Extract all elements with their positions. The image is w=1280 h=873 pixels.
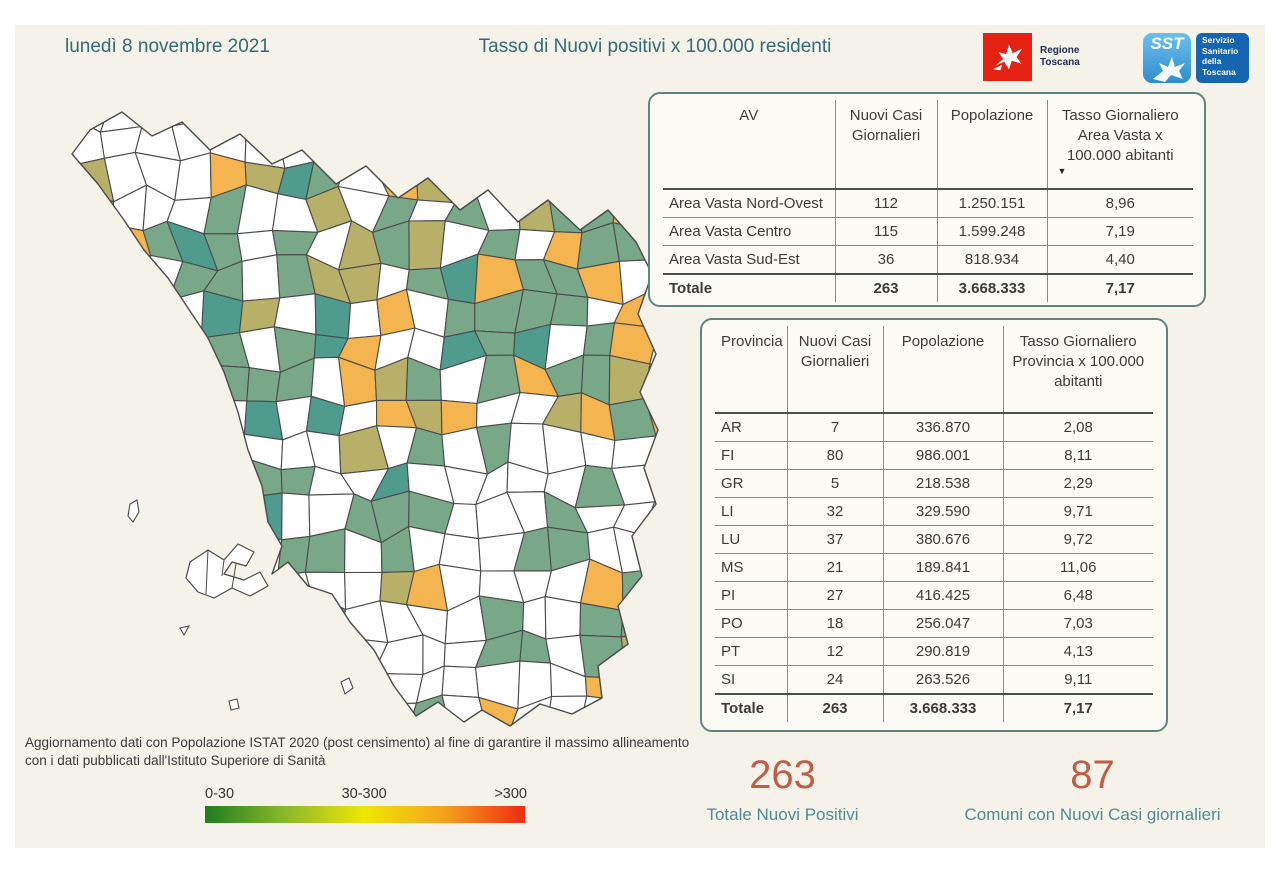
municipality-shape[interactable] (613, 676, 651, 700)
municipality-shape[interactable] (210, 95, 247, 119)
municipality-shape[interactable] (134, 424, 182, 473)
table-row[interactable] (715, 554, 1153, 582)
col-header-tasso[interactable]: Tasso Giornaliero Provincia x 100.000 abitanti (1003, 326, 1153, 413)
municipality-shape[interactable] (138, 396, 183, 434)
municipality-shape[interactable] (345, 123, 372, 162)
municipality-shape[interactable] (179, 667, 207, 704)
municipality-shape[interactable] (348, 300, 381, 339)
municipality-shape[interactable] (476, 119, 525, 163)
municipality-shape[interactable] (417, 153, 456, 202)
municipality-shape[interactable] (585, 677, 626, 700)
table-cell: 3.668.333 (883, 694, 1003, 722)
table-row[interactable] (663, 189, 1193, 218)
municipality-shape[interactable] (40, 223, 73, 268)
municipality-shape[interactable] (68, 424, 116, 463)
col-header-av[interactable]: AV (663, 100, 835, 189)
municipality-shape[interactable] (172, 427, 209, 461)
municipality-shape[interactable] (621, 604, 659, 637)
table-cell: Totale (715, 694, 787, 722)
municipality-shape[interactable] (40, 263, 73, 295)
regione-toscana-logo (983, 33, 1102, 81)
table-row[interactable] (663, 246, 1193, 275)
municipality-shape[interactable] (107, 323, 147, 371)
sst-text-line: Sanitario (1202, 45, 1239, 56)
municipality-shape[interactable] (69, 562, 105, 607)
table-cell: 256.047 (883, 610, 1003, 638)
municipality-shape[interactable] (134, 462, 183, 506)
municipality-shape[interactable] (474, 157, 525, 192)
table-cell: 24 (787, 666, 883, 695)
municipality-shape[interactable] (643, 535, 660, 569)
table-cell: 2,29 (1003, 470, 1153, 498)
municipality-shape[interactable] (202, 604, 253, 639)
table-cell: 7,19 (1047, 218, 1193, 246)
table-cell: 9,71 (1003, 498, 1153, 526)
table-cell: Area Vasta Centro (663, 218, 835, 246)
municipality-shape[interactable] (444, 127, 479, 163)
municipality-shape[interactable] (72, 492, 104, 541)
municipality-shape[interactable] (104, 462, 139, 506)
municipality-shape[interactable] (413, 93, 447, 130)
municipality-shape[interactable] (549, 158, 589, 195)
municipality-shape[interactable] (374, 673, 423, 704)
municipality-shape[interactable] (40, 118, 72, 167)
municipality-shape[interactable] (242, 255, 280, 301)
area-vasta-table-card (648, 92, 1206, 307)
municipality-shape[interactable] (207, 400, 247, 434)
table-row[interactable] (715, 666, 1153, 695)
table-cell: FI (715, 442, 787, 470)
municipality-shape[interactable] (546, 92, 589, 128)
table-row[interactable] (715, 526, 1153, 554)
municipality-shape[interactable] (277, 92, 321, 128)
kpi-totale-nuovi-positivi (655, 753, 910, 825)
table-cell: 263 (787, 694, 883, 722)
municipality-shape[interactable] (276, 696, 318, 735)
municipality-shape[interactable] (444, 97, 487, 132)
provincia-table-body (715, 413, 1153, 722)
municipality-shape[interactable] (609, 356, 650, 405)
col-header-popolazione[interactable]: Popolazione (883, 326, 1003, 413)
col-header-nuovi-casi[interactable]: Nuovi Casi Giornalieri (835, 100, 937, 189)
table-cell: 380.676 (883, 526, 1003, 554)
table-cell: 3.668.333 (937, 274, 1047, 302)
municipality-shape[interactable] (40, 595, 69, 645)
municipality-shape[interactable] (101, 287, 146, 338)
table-cell: 4,13 (1003, 638, 1153, 666)
table-cell: 11,06 (1003, 554, 1153, 582)
provincia-table (715, 326, 1153, 722)
municipality-shape[interactable] (169, 291, 204, 338)
table-cell: 9,11 (1064, 671, 1093, 688)
table-row[interactable] (715, 498, 1153, 526)
municipality-shape[interactable] (280, 634, 318, 673)
municipality-shape[interactable] (552, 124, 588, 163)
municipality-shape[interactable] (40, 188, 73, 224)
municipality-shape[interactable] (518, 157, 558, 194)
municipality-shape[interactable] (245, 599, 281, 639)
sst-text-box (1196, 33, 1249, 83)
sst-acronym: SST (1150, 34, 1184, 53)
municipality-shape[interactable] (651, 698, 660, 730)
table-cell: 1.599.248 (937, 218, 1047, 246)
municipality-shape[interactable] (102, 666, 145, 707)
municipality-shape[interactable] (280, 664, 318, 711)
municipality-shape[interactable] (203, 662, 251, 705)
municipality-shape[interactable] (101, 396, 147, 424)
municipality-shape[interactable] (510, 119, 558, 158)
table-cell: 32 (787, 498, 883, 526)
municipality-shape[interactable] (545, 597, 580, 639)
table-cell: LU (715, 526, 787, 554)
municipality-shape[interactable] (510, 92, 552, 128)
municipality-shape[interactable] (518, 192, 555, 232)
municipality-shape[interactable] (344, 92, 381, 130)
table-cell: GR (715, 470, 787, 498)
municipality-shape[interactable] (549, 186, 582, 233)
municipality-shape[interactable] (479, 94, 512, 132)
table-row[interactable] (715, 470, 1153, 498)
municipality-shape[interactable] (237, 634, 282, 663)
provincia-table-card (700, 318, 1168, 732)
table-cell: Area Vasta Sud-Est (663, 246, 835, 275)
table-cell: 12 (787, 638, 883, 666)
table-cell: AR (715, 413, 787, 442)
table-cell: 27 (787, 582, 883, 610)
kpi-label: Totale Nuovi Positivi (706, 805, 859, 824)
col-header-provincia[interactable]: Provincia (715, 326, 787, 413)
municipality-shape[interactable] (209, 498, 242, 537)
municipality-shape[interactable] (40, 323, 73, 371)
table-cell: MS (715, 554, 787, 582)
municipality-shape[interactable] (452, 153, 476, 202)
table-total-row[interactable] (663, 274, 1193, 302)
sst-text-line: della (1202, 56, 1222, 67)
municipality-shape[interactable] (44, 664, 80, 705)
table-cell: 4,40 (1105, 251, 1135, 268)
municipality-shape[interactable] (580, 635, 626, 678)
municipality-shape[interactable] (653, 464, 660, 502)
kpi-label: Comuni con Nuovi Casi giornalieri (964, 805, 1221, 824)
area-vasta-table-body (663, 189, 1193, 302)
municipality-shape[interactable] (44, 292, 74, 334)
table-cell: 9,72 (1003, 526, 1153, 554)
table-cell: 329.590 (883, 498, 1003, 526)
municipality-shape[interactable] (145, 561, 177, 608)
municipality-shape[interactable] (68, 461, 116, 496)
municipality-shape[interactable] (110, 629, 138, 674)
table-cell: 416.425 (883, 582, 1003, 610)
kpi-comuni-con-nuovi-casi (935, 753, 1250, 825)
dashboard-canvas (15, 25, 1265, 848)
municipality-shape[interactable] (647, 562, 660, 604)
legend-gradient-bar (205, 806, 525, 823)
municipality-shape[interactable] (648, 669, 660, 712)
municipality-shape[interactable] (183, 460, 209, 499)
legend-label-mid: 30-300 (341, 786, 387, 802)
table-cell: 80 (787, 442, 883, 470)
table-cell: Area Vasta Nord-Ovest (663, 189, 835, 218)
table-row[interactable] (663, 218, 1193, 246)
municipality-shape[interactable] (169, 596, 213, 639)
municipality-shape[interactable] (314, 123, 348, 161)
municipality-shape[interactable] (71, 530, 104, 566)
municipality-shape[interactable] (442, 666, 479, 697)
municipality-shape[interactable] (172, 398, 209, 435)
table-cell: 7,17 (1003, 694, 1153, 722)
table-cell: 218.538 (883, 470, 1003, 498)
municipality-shape[interactable] (237, 662, 281, 711)
municipality-shape[interactable] (68, 666, 111, 701)
municipality-shape[interactable] (250, 705, 281, 735)
municipality-shape[interactable] (40, 160, 72, 195)
municipality-shape[interactable] (577, 92, 616, 134)
data-source-note: Aggiornamento dati con Popolazione ISTAT 2020 (post censimento) al fine di garantire il massimo allineamento con i dati pubblicati dall'Istituto Superiore di Sanità (25, 735, 690, 769)
municipality-shape[interactable] (306, 92, 345, 125)
municipality-shape[interactable] (178, 355, 208, 400)
municipality-shape[interactable] (584, 323, 615, 356)
table-row[interactable] (715, 582, 1153, 610)
table-cell: 290.819 (883, 638, 1003, 666)
municipality-shape[interactable] (40, 390, 71, 433)
municipality-shape[interactable] (68, 390, 107, 430)
municipality-shape[interactable] (68, 371, 107, 402)
table-cell: 7 (787, 413, 883, 442)
table-cell: 263 (835, 274, 937, 302)
report-date: lunedì 8 novembre 2021 (65, 36, 270, 57)
municipality-shape[interactable] (272, 595, 311, 642)
table-cell: SI (715, 666, 787, 695)
municipality-shape[interactable] (139, 355, 182, 397)
page-title: Tasso di Nuovi positivi x 100.000 residenti (478, 36, 832, 57)
municipality-shape[interactable] (135, 596, 173, 639)
municipality-shape[interactable] (340, 637, 388, 673)
legend-label-high: >300 (494, 786, 527, 802)
municipality-shape[interactable] (40, 461, 79, 502)
sort-descending-icon[interactable]: ▼ (1057, 166, 1067, 177)
table-row[interactable] (715, 638, 1153, 666)
regione-toscana-label: Regione Toscana (1040, 45, 1080, 68)
table-cell: 8,11 (1003, 442, 1153, 470)
col-header-tasso-label: Tasso Giornaliero Area Vasta x 100.000 abitanti (1061, 107, 1179, 164)
table-row[interactable] (715, 610, 1153, 638)
table-cell: 36 (835, 246, 937, 275)
municipality-shape[interactable] (647, 604, 660, 640)
tuscany-choropleth-map[interactable] (40, 92, 660, 742)
map-color-legend (205, 786, 527, 823)
municipality-shape[interactable] (101, 256, 150, 292)
municipality-shape[interactable] (173, 634, 214, 678)
col-header-tasso[interactable] (1047, 100, 1193, 189)
municipality-shape[interactable] (180, 496, 210, 537)
kpi-value: 263 (749, 753, 816, 797)
sst-text-line: Toscana (1202, 66, 1236, 77)
table-cell: 37 (787, 526, 883, 554)
table-cell: PO (715, 610, 787, 638)
municipality-shape[interactable] (172, 92, 214, 126)
legend-label-low: 0-30 (205, 786, 235, 802)
island-capraia (128, 500, 139, 522)
municipality-shape[interactable] (207, 634, 245, 667)
table-cell: 115 (835, 218, 937, 246)
table-total-row[interactable] (715, 694, 1153, 722)
table-cell: 986.001 (883, 442, 1003, 470)
municipality-shape[interactable] (609, 398, 656, 440)
sst-logo (1143, 33, 1249, 83)
table-cell: 18 (787, 610, 883, 638)
municipality-shape[interactable] (66, 258, 113, 295)
municipality-shape[interactable] (142, 528, 180, 563)
table-row[interactable] (715, 413, 1153, 442)
municipality-shape[interactable] (135, 630, 180, 679)
table-cell: 7,03 (1003, 610, 1153, 638)
municipality-shape[interactable] (169, 324, 208, 365)
table-cell: PI (715, 582, 787, 610)
municipality-shape[interactable] (305, 637, 351, 673)
island-giglio (341, 678, 353, 694)
table-cell: 1.250.151 (937, 189, 1047, 218)
table-cell: PT (715, 638, 787, 666)
municipality-shape[interactable] (73, 291, 107, 338)
municipality-shape[interactable] (107, 361, 147, 402)
municipality-shape[interactable] (134, 92, 178, 127)
table-cell: 818.934 (937, 246, 1047, 275)
col-header-popolazione[interactable]: Popolazione (937, 100, 1047, 189)
municipality-shape[interactable] (40, 356, 72, 391)
municipality-shape[interactable] (139, 323, 178, 361)
municipality-shape[interactable] (66, 629, 110, 679)
municipality-shape[interactable] (648, 631, 660, 676)
table-cell: 263.526 (883, 666, 1003, 695)
municipality-shape[interactable] (201, 427, 244, 459)
municipality-shape[interactable] (201, 458, 244, 499)
municipality-shape[interactable] (105, 607, 145, 630)
municipality-shape[interactable] (72, 335, 107, 372)
municipality-shape[interactable] (247, 368, 280, 402)
municipality-shape[interactable] (40, 93, 76, 132)
table-cell: 7,17 (1047, 274, 1193, 302)
island-elba (186, 544, 268, 598)
municipality-shape[interactable] (577, 124, 616, 163)
municipality-shape[interactable] (101, 424, 138, 473)
table-cell: Totale (663, 274, 835, 302)
municipality-shape[interactable] (306, 572, 346, 609)
kpi-value: 87 (1070, 753, 1115, 797)
municipality-shape[interactable] (66, 223, 113, 262)
municipality-shape[interactable] (622, 570, 653, 611)
table-cell: 6,48 (1003, 582, 1153, 610)
area-vasta-table (663, 100, 1193, 302)
pegasus-icon (983, 33, 1032, 81)
municipality-shape[interactable] (372, 130, 417, 169)
municipality-shape[interactable] (144, 287, 168, 324)
table-row[interactable] (715, 442, 1153, 470)
municipality-shape[interactable] (66, 595, 110, 645)
municipality-shape[interactable] (139, 496, 183, 541)
island-pianosa (180, 626, 189, 635)
municipality-shape[interactable] (40, 530, 72, 566)
municipality-shape[interactable] (101, 541, 147, 563)
table-cell: 2,08 (1003, 413, 1153, 442)
table-cell: 5 (787, 470, 883, 498)
table-cell: 21 (787, 554, 883, 582)
sst-text-line: Servizio (1202, 35, 1235, 45)
island-montecristo (229, 699, 239, 710)
municipality-shape[interactable] (40, 497, 79, 530)
table-cell: 112 (835, 189, 937, 218)
table-cell: 189.841 (883, 554, 1003, 582)
municipality-shape[interactable] (40, 429, 71, 471)
table-cell: 8,96 (1047, 189, 1193, 218)
municipality-shape[interactable] (40, 561, 71, 600)
municipality-shape[interactable] (409, 221, 445, 270)
municipality-shape[interactable] (372, 92, 416, 131)
table-cell: LI (715, 498, 787, 526)
municipality-shape[interactable] (138, 674, 184, 706)
municipality-shape[interactable] (576, 156, 617, 190)
col-header-nuovi-casi[interactable]: Nuovi Casi Giornalieri (787, 326, 883, 413)
table-cell: 336.870 (883, 413, 1003, 442)
municipality-mesh[interactable] (40, 92, 660, 742)
municipality-shape[interactable] (46, 633, 67, 679)
municipality-shape[interactable] (243, 92, 282, 128)
municipality-shape[interactable] (104, 562, 148, 608)
sst-icon (1143, 33, 1191, 83)
municipality-shape[interactable] (551, 294, 588, 326)
municipality-shape[interactable] (282, 493, 310, 540)
municipality-shape[interactable] (272, 572, 311, 599)
municipality-shape[interactable] (413, 127, 452, 169)
